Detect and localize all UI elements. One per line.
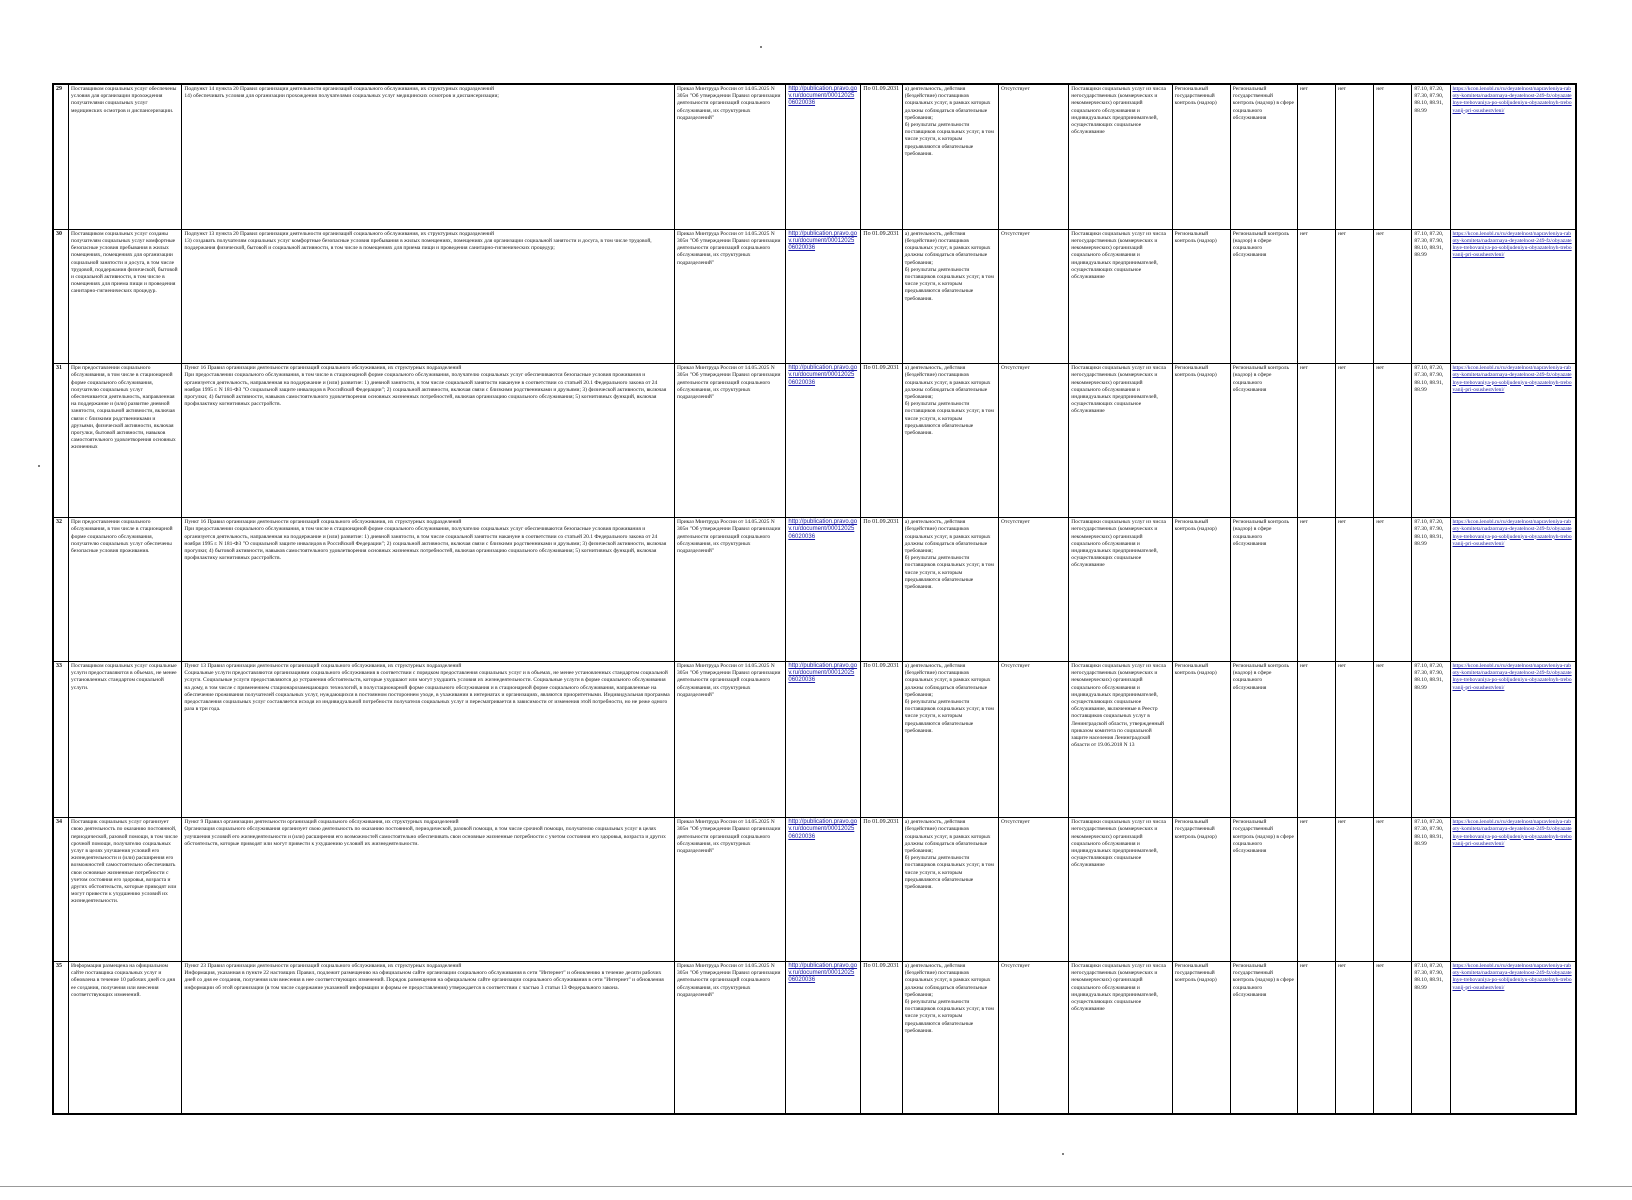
table-body: [54, 85, 1576, 1114]
control-type: Региональный государственный контроль (надзор): [1172, 961, 1230, 1113]
publication-link[interactable]: http://publication.pravo.gov.ru/document/0001202506020036: [786, 818, 860, 962]
row-number: 34: [54, 818, 69, 962]
flag-cell: нет: [1374, 818, 1412, 962]
requirement-text: Пункт 23 Правил организации деятельности организаций социального обслуживания, их структурных подразделений Информация, указанная в пункте 22 настоящих Правил, подлежит размещению на официальном сайте организации социального обслуживания в сети "Интернет" и обновлению в течение десяти рабочих дней со дня ее создания, получения или внесения в нее соответствующих изменений. Порядок размещения на официальном сайте организации социального обслуживания в сети "Интернет" и обновления информации об этой организации (в том числе содержание указанной информации и формы ее предоставления) утверждается в соответствии с частью 3 статьи 13 Федерального закона.: [182, 961, 675, 1113]
table-row: [54, 229, 1576, 363]
control-objects: а) деятельность, действия (бездействие) поставщиков социальных услуг, в рамках которых должны соблюдаться обязательные требования; б) результаты деятельности поставщиков социальных услуг, в том числе услуги, к которым предъявляются обязательные требования.: [902, 661, 998, 817]
publication-link[interactable]: http://publication.pravo.gov.ru/document/0001202506020036: [786, 229, 860, 363]
requirement-text: Пункт 9 Правил организации деятельности организаций социального обслуживания, их структурных подразделений Организация социального обслуживания организует свою деятельность по оказанию постоянной, периодической, разовой помощи, в том числе срочной помощи, получателю социальных услуг в целях улучшения условий его жизнедеятельности и (или) расширения его возможностей самостоятельно обеспечивать свои основные жизненные потребности с учетом состояния его здоровья, возраста и других обстоятельств, которые приводят или могут привести к ухудшению условий их жизнедеятельности.: [182, 818, 675, 962]
source-url[interactable]: https://kcon.lenobl.ru/ru/deyatelnost/napravleniya-raboty-komiteta/nadzornaya-deyatelnost-249-fz/obyazatelnye-trebovaniya-po-sobljudeniyu-obyazatelnyh-trebovanij-pri-osushestvleni/: [1450, 961, 1576, 1113]
control-type: Региональный контроль (надзор): [1172, 229, 1230, 363]
row-number: 35: [54, 961, 69, 1113]
flag-cell: нет: [1374, 661, 1412, 817]
requirement-title: При предоставлении социального обслуживания, в том числе в стационарной форме социального обслуживания, получателю социальных услуг обеспечивается деятельность, направленная на поддержание и (или) развитие дневной занятости, социальной активности, включая связи с близкими родственниками и друзьями, физической активности, включая прогулки, бытовой активности, навыков самостоятельного удовлетворения основных жизненных: [69, 364, 182, 518]
control-subjects: Поставщики социальных услуг из числа негосударственных (коммерческих и некоммерческих) организаций социального обслуживания и индивидуальных предпринимателей, осуществляющих социальное обслуживание: [1069, 961, 1172, 1113]
valid-until-date: По 01.09.2031: [860, 961, 902, 1113]
okved-codes: 87.10, 87.20, 87.30, 87.90, 88.10, 88.91, 88.99: [1412, 85, 1450, 230]
flag-cell: нет: [1374, 961, 1412, 1113]
requirements-table-sheet: [52, 83, 1577, 1115]
control-type-detail: Региональный контроль (надзор) в сфере социального обслуживания: [1230, 364, 1297, 518]
okved-codes: 87.10, 87.20, 87.30, 87.90, 88.10, 88.91, 88.99: [1412, 661, 1450, 817]
table-row: [54, 518, 1576, 662]
requirement-title: Поставщиком социальных услуг созданы получателям социальных услуг комфортные безопасные условия пребывания в жилых помещениях, помещениях для организации социальной занятости и досуга, в том числе трудовой, поддержания физической, бытовой и социальной активности, в том числе в помещениях для приема пищи и проведения санитарно-гигиенических процедур.: [69, 229, 182, 363]
requirement-title: Поставщиком социальных услуг социальные услуги предоставляются в объемах, не менее установленных стандартом социальной услуги.: [69, 661, 182, 817]
control-type: Региональный контроль (надзор): [1172, 518, 1230, 662]
table-row: [54, 661, 1576, 817]
flag-cell: нет: [1374, 364, 1412, 518]
flag-cell: нет: [1298, 85, 1336, 230]
flag-cell: нет: [1336, 818, 1374, 962]
scan-speck: [1062, 1153, 1064, 1155]
source-url[interactable]: https://kcon.lenobl.ru/ru/deyatelnost/napravleniya-raboty-komiteta/nadzornaya-deyatelnost-249-fz/obyazatelnye-trebovaniya-po-sobljudeniyu-obyazatelnyh-trebovanij-pri-osushestvleni/: [1450, 661, 1576, 817]
requirement-text: Подпункт 13 пункта 20 Правил организации деятельности организаций социального обслуживания, их структурных подразделений 13) создавать получателям социальных услуг комфортные безопасные условия пребывания в жилых помещениях, помещениях для организации социальной занятости и досуга, в том числе трудовой, поддержания физической, бытовой и социальной активности, в том числе в помещениях для приема пищи и проведения санитарно-гигиенических процедур;: [182, 229, 675, 363]
control-objects: а) деятельность, действия (бездействие) поставщиков социальных услуг, в рамках которых должны соблюдаться обязательные требования; б) результаты деятельности поставщиков социальных услуг, в том числе услуги, к которым предъявляются обязательные требования.: [902, 364, 998, 518]
control-subjects: Поставщики социальных услуг из числа негосударственных (коммерческих и некоммерческих) организаций социального обслуживания и индивидуальных предпринимателей, осуществляющих социальное обслуживание: [1069, 518, 1172, 662]
legal-act: Приказ Минтруда России от 14.05.2025 N 305н "Об утверждении Правил организации деятельности организаций социального обслуживания, их структурных подразделений": [675, 229, 786, 363]
requirement-title: Информация размещена на официальном сайте поставщика социальных услуг и обновлена в течение 10 рабочих дней со дня ее создания, получения или внесения соответствующих изменений.: [69, 961, 182, 1113]
row-number: 32: [54, 518, 69, 662]
control-objects: а) деятельность, действия (бездействие) поставщиков социальных услуг, в рамках которых должны соблюдаться обязательные требования; б) результаты деятельности поставщиков социальных услуг, в том числе услуги, к которым предъявляются обязательные требования.: [902, 229, 998, 363]
flag-cell: нет: [1298, 661, 1336, 817]
flag-cell: нет: [1336, 85, 1374, 230]
control-type: Региональный государственный контроль (надзор): [1172, 818, 1230, 962]
control-objects: а) деятельность, действия (бездействие) поставщиков социальных услуг, в рамках которых должны соблюдаться обязательные требования; б) результаты деятельности поставщиков социальных услуг, в том числе услуги, к которым предъявляются обязательные требования.: [902, 85, 998, 230]
publication-link[interactable]: http://publication.pravo.gov.ru/document/0001202506020036: [786, 961, 860, 1113]
control-objects: а) деятельность, действия (бездействие) поставщиков социальных услуг, в рамках которых должны соблюдаться обязательные требования; б) результаты деятельности поставщиков социальных услуг, в том числе услуги, к которым предъявляются обязательные требования.: [902, 818, 998, 962]
control-type: Региональный контроль (надзор): [1172, 364, 1230, 518]
legal-act: Приказ Минтруда России от 14.05.2025 N 305н "Об утверждении Правил организации деятельности организаций социального обслуживания, их структурных подразделений": [675, 364, 786, 518]
legal-act: Приказ Минтруда России от 14.05.2025 N 305н "Об утверждении Правил организации деятельности организаций социального обслуживания, их структурных подразделений": [675, 818, 786, 962]
absence-note: Отсутствует: [999, 85, 1069, 230]
table-row: [54, 818, 1576, 962]
control-type-detail: Региональный государственный контроль (надзор) в сфере социального обслуживания: [1230, 818, 1297, 962]
row-number: 33: [54, 661, 69, 817]
flag-cell: нет: [1374, 229, 1412, 363]
okved-codes: 87.10, 87.20, 87.30, 87.90, 88.10, 88.91, 88.99: [1412, 961, 1450, 1113]
okved-codes: 87.10, 87.20, 87.30, 87.90, 88.10, 88.91, 88.99: [1412, 229, 1450, 363]
flag-cell: нет: [1298, 961, 1336, 1113]
flag-cell: нет: [1374, 85, 1412, 230]
flag-cell: нет: [1336, 518, 1374, 662]
requirement-text: Пункт 16 Правил организации деятельности организаций социального обслуживания, их структурных подразделений При предоставлении социального обслуживания, в том числе в стационарной форме социального обслуживания, получателю социальных услуг обеспечиваются безопасные условия проживания и организуется деятельность, направленная на поддержание и (или) развитие: 1) дневной занятости, в том числе социальной занятости накануне в соответствии со статьей 20.1 Федерального закона от 24 ноября 1995 г. N 181-ФЗ "О социальной защите инвалидов в Российской Федерации"; 2) социальной активности, включая связи с близкими родственниками и друзьями; 3) физической активности, включая прогулки; 4) бытовой активности, навыков самостоятельного удовлетворения основных жизненных потребностей, включая организацию социального обслуживания; 5) когнитивных функций, включая профилактику когнитивных расстройств.: [182, 364, 675, 518]
flag-cell: нет: [1298, 818, 1336, 962]
legal-act: Приказ Минтруда России от 14.05.2025 N 305н "Об утверждении Правил организации деятельности организаций социального обслуживания, их структурных подразделений": [675, 518, 786, 662]
flag-cell: нет: [1374, 518, 1412, 662]
valid-until-date: По 01.09.2031: [860, 85, 902, 230]
absence-note: Отсутствует: [999, 818, 1069, 962]
source-url[interactable]: https://kcon.lenobl.ru/ru/deyatelnost/napravleniya-raboty-komiteta/nadzornaya-deyatelnost-249-fz/obyazatelnye-trebovaniya-po-sobljudeniyu-obyazatelnyh-trebovanij-pri-osushestvleni/: [1450, 818, 1576, 962]
table-row: [54, 85, 1576, 230]
absence-note: Отсутствует: [999, 229, 1069, 363]
control-subjects: Поставщики социальных услуг из числа негосударственных (коммерческих и некоммерческих) организаций социального обслуживания и индивидуальных предпринимателей, осуществляющих социальное обслуживание, включенные в Реестр поставщиков социальных услуг в Ленинградской области, утвержденный приказом комитета по социальной защите населения Ленинградской области от 19.06.2018 N 13: [1069, 661, 1172, 817]
table-row: [54, 961, 1576, 1113]
absence-note: Отсутствует: [999, 518, 1069, 662]
scan-edge-line: [0, 1186, 1632, 1187]
legal-act: Приказ Минтруда России от 14.05.2025 N 305н "Об утверждении Правил организации деятельности организаций социального обслуживания, их структурных подразделений": [675, 85, 786, 230]
valid-until-date: По 01.09.2031: [860, 229, 902, 363]
control-type: Региональный государственный контроль (надзор): [1172, 85, 1230, 230]
control-objects: а) деятельность, действия (бездействие) поставщиков социальных услуг, в рамках которых должны соблюдаться обязательные требования; б) результаты деятельности поставщиков социальных услуг, в том числе услуги, к которым предъявляются обязательные требования.: [902, 518, 998, 662]
source-url[interactable]: https://kcon.lenobl.ru/ru/deyatelnost/napravleniya-raboty-komiteta/nadzornaya-deyatelnost-249-fz/obyazatelnye-trebovaniya-po-sobljudeniyu-obyazatelnyh-trebovanij-pri-osushestvleni/: [1450, 229, 1576, 363]
okved-codes: 87.10, 87.20, 87.30, 87.90, 88.10, 88.91, 88.99: [1412, 818, 1450, 962]
row-number: 30: [54, 229, 69, 363]
flag-cell: нет: [1336, 961, 1374, 1113]
source-url[interactable]: https://kcon.lenobl.ru/ru/deyatelnost/napravleniya-raboty-komiteta/nadzornaya-deyatelnost-249-fz/obyazatelnye-trebovaniya-po-sobljudeniyu-obyazatelnyh-trebovanij-pri-osushestvleni/: [1450, 85, 1576, 230]
source-url[interactable]: https://kcon.lenobl.ru/ru/deyatelnost/napravleniya-raboty-komiteta/nadzornaya-deyatelnost-249-fz/obyazatelnye-trebovaniya-po-sobljudeniyu-obyazatelnyh-trebovanij-pri-osushestvleni/: [1450, 364, 1576, 518]
valid-until-date: По 01.09.2031: [860, 661, 902, 817]
legal-act: Приказ Минтруда России от 14.05.2025 N 305н "Об утверждении Правил организации деятельности организаций социального обслуживания, их структурных подразделений": [675, 661, 786, 817]
scan-speck: [760, 46, 762, 48]
control-objects: а) деятельность, действия (бездействие) поставщиков социальных услуг, в рамках которых должны соблюдаться обязательные требования; б) результаты деятельности поставщиков социальных услуг, в том числе услуги, к которым предъявляются обязательные требования.: [902, 961, 998, 1113]
flag-cell: нет: [1298, 518, 1336, 662]
publication-link[interactable]: http://publication.pravo.gov.ru/document/0001202506020036: [786, 364, 860, 518]
flag-cell: нет: [1336, 364, 1374, 518]
valid-until-date: По 01.09.2031: [860, 818, 902, 962]
requirement-text: Пункт 13 Правил организации деятельности организаций социального обслуживания, их структурных подразделений Социальные услуги предоставляются организациями социального обслуживания в соответствии с порядком предоставления социальных услуг и в объемах, не менее установленных стандартом социальной услуги. Социальные услуги предоставляются до устранения обстоятельств, которые ухудшают или могут ухудшить условия их жизнедеятельности. Социальные услуги в форме социального обслуживания на дому, в том числе с применением стационарозамещающих технологий, в полустационарной форме социального обслуживания и в стационарной форме социального обслуживания, направленные на обеспечение проживания получателей социальных услуг, нуждающихся в постоянном постороннем уходе, в ухаживании в интернатах и организациях, являются приоритетными. Индивидуальная программа предоставления социальных услуг составляется исходя из индивидуальной потребности получателя социальных услуг и пересматривается в зависимости от изменения этой потребности, но не реже одного раза в три года.: [182, 661, 675, 817]
control-subjects: Поставщики социальных услуг из числа негосударственных (коммерческих и некоммерческих) организаций социального обслуживания и индивидуальных предпринимателей, осуществляющих социальное обслуживание: [1069, 818, 1172, 962]
control-subjects: Поставщики социальных услуг из числа негосударственных (коммерческих и некоммерческих) организаций социального обслуживания и индивидуальных предпринимателей, осуществляющих социальное обслуживание: [1069, 229, 1172, 363]
source-url[interactable]: https://kcon.lenobl.ru/ru/deyatelnost/napravleniya-raboty-komiteta/nadzornaya-deyatelnost-249-fz/obyazatelnye-trebovaniya-po-sobljudeniyu-obyazatelnyh-trebovanij-pri-osushestvleni/: [1450, 518, 1576, 662]
flag-cell: нет: [1298, 364, 1336, 518]
requirement-title: Поставщик социальных услуг организует свою деятельность по оказанию постоянной, периодической, разовой помощи, в том числе срочной помощи, получателю социальных услуг в целях улучшения условий его жизнедеятельности и (или) расширения его возможностей самостоятельно обеспечивать свои основные жизненные потребности с учетом состояния его здоровья, возраста и других обстоятельств, которые приводят или могут привести к ухудшению условий их жизнедеятельности.: [69, 818, 182, 962]
absence-note: Отсутствует: [999, 364, 1069, 518]
control-type: Региональный контроль (надзор): [1172, 661, 1230, 817]
control-subjects: Поставщики социальных услуг из числа негосударственных (коммерческих и некоммерческих) организаций социального обслуживания и индивидуальных предпринимателей, осуществляющих социальное обслуживание: [1069, 364, 1172, 518]
requirements-table: [53, 84, 1576, 1114]
publication-link[interactable]: http://publication.pravo.gov.ru/document/0001202506020036: [786, 518, 860, 662]
requirement-title: При предоставлении социального обслуживания, в том числе в стационарной форме социального обслуживания, получателю социальных услуг обеспечены безопасные условия проживания.: [69, 518, 182, 662]
flag-cell: нет: [1298, 229, 1336, 363]
legal-act: Приказ Минтруда России от 14.05.2025 N 305н "Об утверждении Правил организации деятельности организаций социального обслуживания, их структурных подразделений": [675, 961, 786, 1113]
control-type-detail: Региональный государственный контроль (надзор) в сфере социального обслуживания: [1230, 85, 1297, 230]
control-type-detail: Региональный государственный контроль (надзор) в сфере социального обслуживания: [1230, 961, 1297, 1113]
table-row: [54, 364, 1576, 518]
control-type-detail: Региональный контроль (надзор) в сфере социального обслуживания: [1230, 229, 1297, 363]
publication-link[interactable]: http://publication.pravo.gov.ru/document/0001202506020036: [786, 85, 860, 230]
flag-cell: нет: [1336, 229, 1374, 363]
scan-speck: [38, 465, 40, 467]
requirement-text: Пункт 16 Правил организации деятельности организаций социального обслуживания, их структурных подразделений При предоставлении социального обслуживания, в том числе в стационарной форме социального обслуживания, получателю социальных услуг обеспечиваются безопасные условия проживания и организуется деятельность, направленная на поддержание и (или) развитие: 1) дневной занятости, в том числе социальной занятости накануне в соответствии со статьей 20.1 Федерального закона от 24 ноября 1995 г. N 181-ФЗ "О социальной защите инвалидов в Российской Федерации"; 2) социальной активности, включая связи с близкими родственниками и друзьями; 3) физической активности, включая прогулки; 4) бытовой активности, навыков самостоятельного удовлетворения основных жизненных потребностей, включая организацию социального обслуживания; 5) когнитивных функций, включая профилактику когнитивных расстройств.: [182, 518, 675, 662]
row-number: 31: [54, 364, 69, 518]
control-type-detail: Региональный контроль (надзор) в сфере социального обслуживания: [1230, 518, 1297, 662]
okved-codes: 87.10, 87.20, 87.30, 87.90, 88.10, 88.91, 88.99: [1412, 364, 1450, 518]
requirement-title: Поставщиком социальных услуг обеспечены условия для организации прохождения получателями социальных услуг медицинских осмотров и диспансеризации.: [69, 85, 182, 230]
valid-until-date: По 01.09.2031: [860, 364, 902, 518]
okved-codes: 87.10, 87.20, 87.30, 87.90, 88.10, 88.91, 88.99: [1412, 518, 1450, 662]
valid-until-date: По 01.09.2031: [860, 518, 902, 662]
control-subjects: Поставщики социальных услуг из числа негосударственных (коммерческих и некоммерческих) организаций социального обслуживания и индивидуальных предпринимателей, осуществляющих социальное обслуживание: [1069, 85, 1172, 230]
absence-note: Отсутствует: [999, 661, 1069, 817]
requirement-text: Подпункт 14 пункта 20 Правил организации деятельности организаций социального обслуживания, их структурных подразделений 14) обеспечивать условия для организации прохождения получателями социальных услуг медицинских осмотров и диспансеризации;: [182, 85, 675, 230]
flag-cell: нет: [1336, 661, 1374, 817]
row-number: 29: [54, 85, 69, 230]
control-type-detail: Региональный контроль (надзор) в сфере социального обслуживания: [1230, 661, 1297, 817]
publication-link[interactable]: http://publication.pravo.gov.ru/document/0001202506020036: [786, 661, 860, 817]
absence-note: Отсутствует: [999, 961, 1069, 1113]
